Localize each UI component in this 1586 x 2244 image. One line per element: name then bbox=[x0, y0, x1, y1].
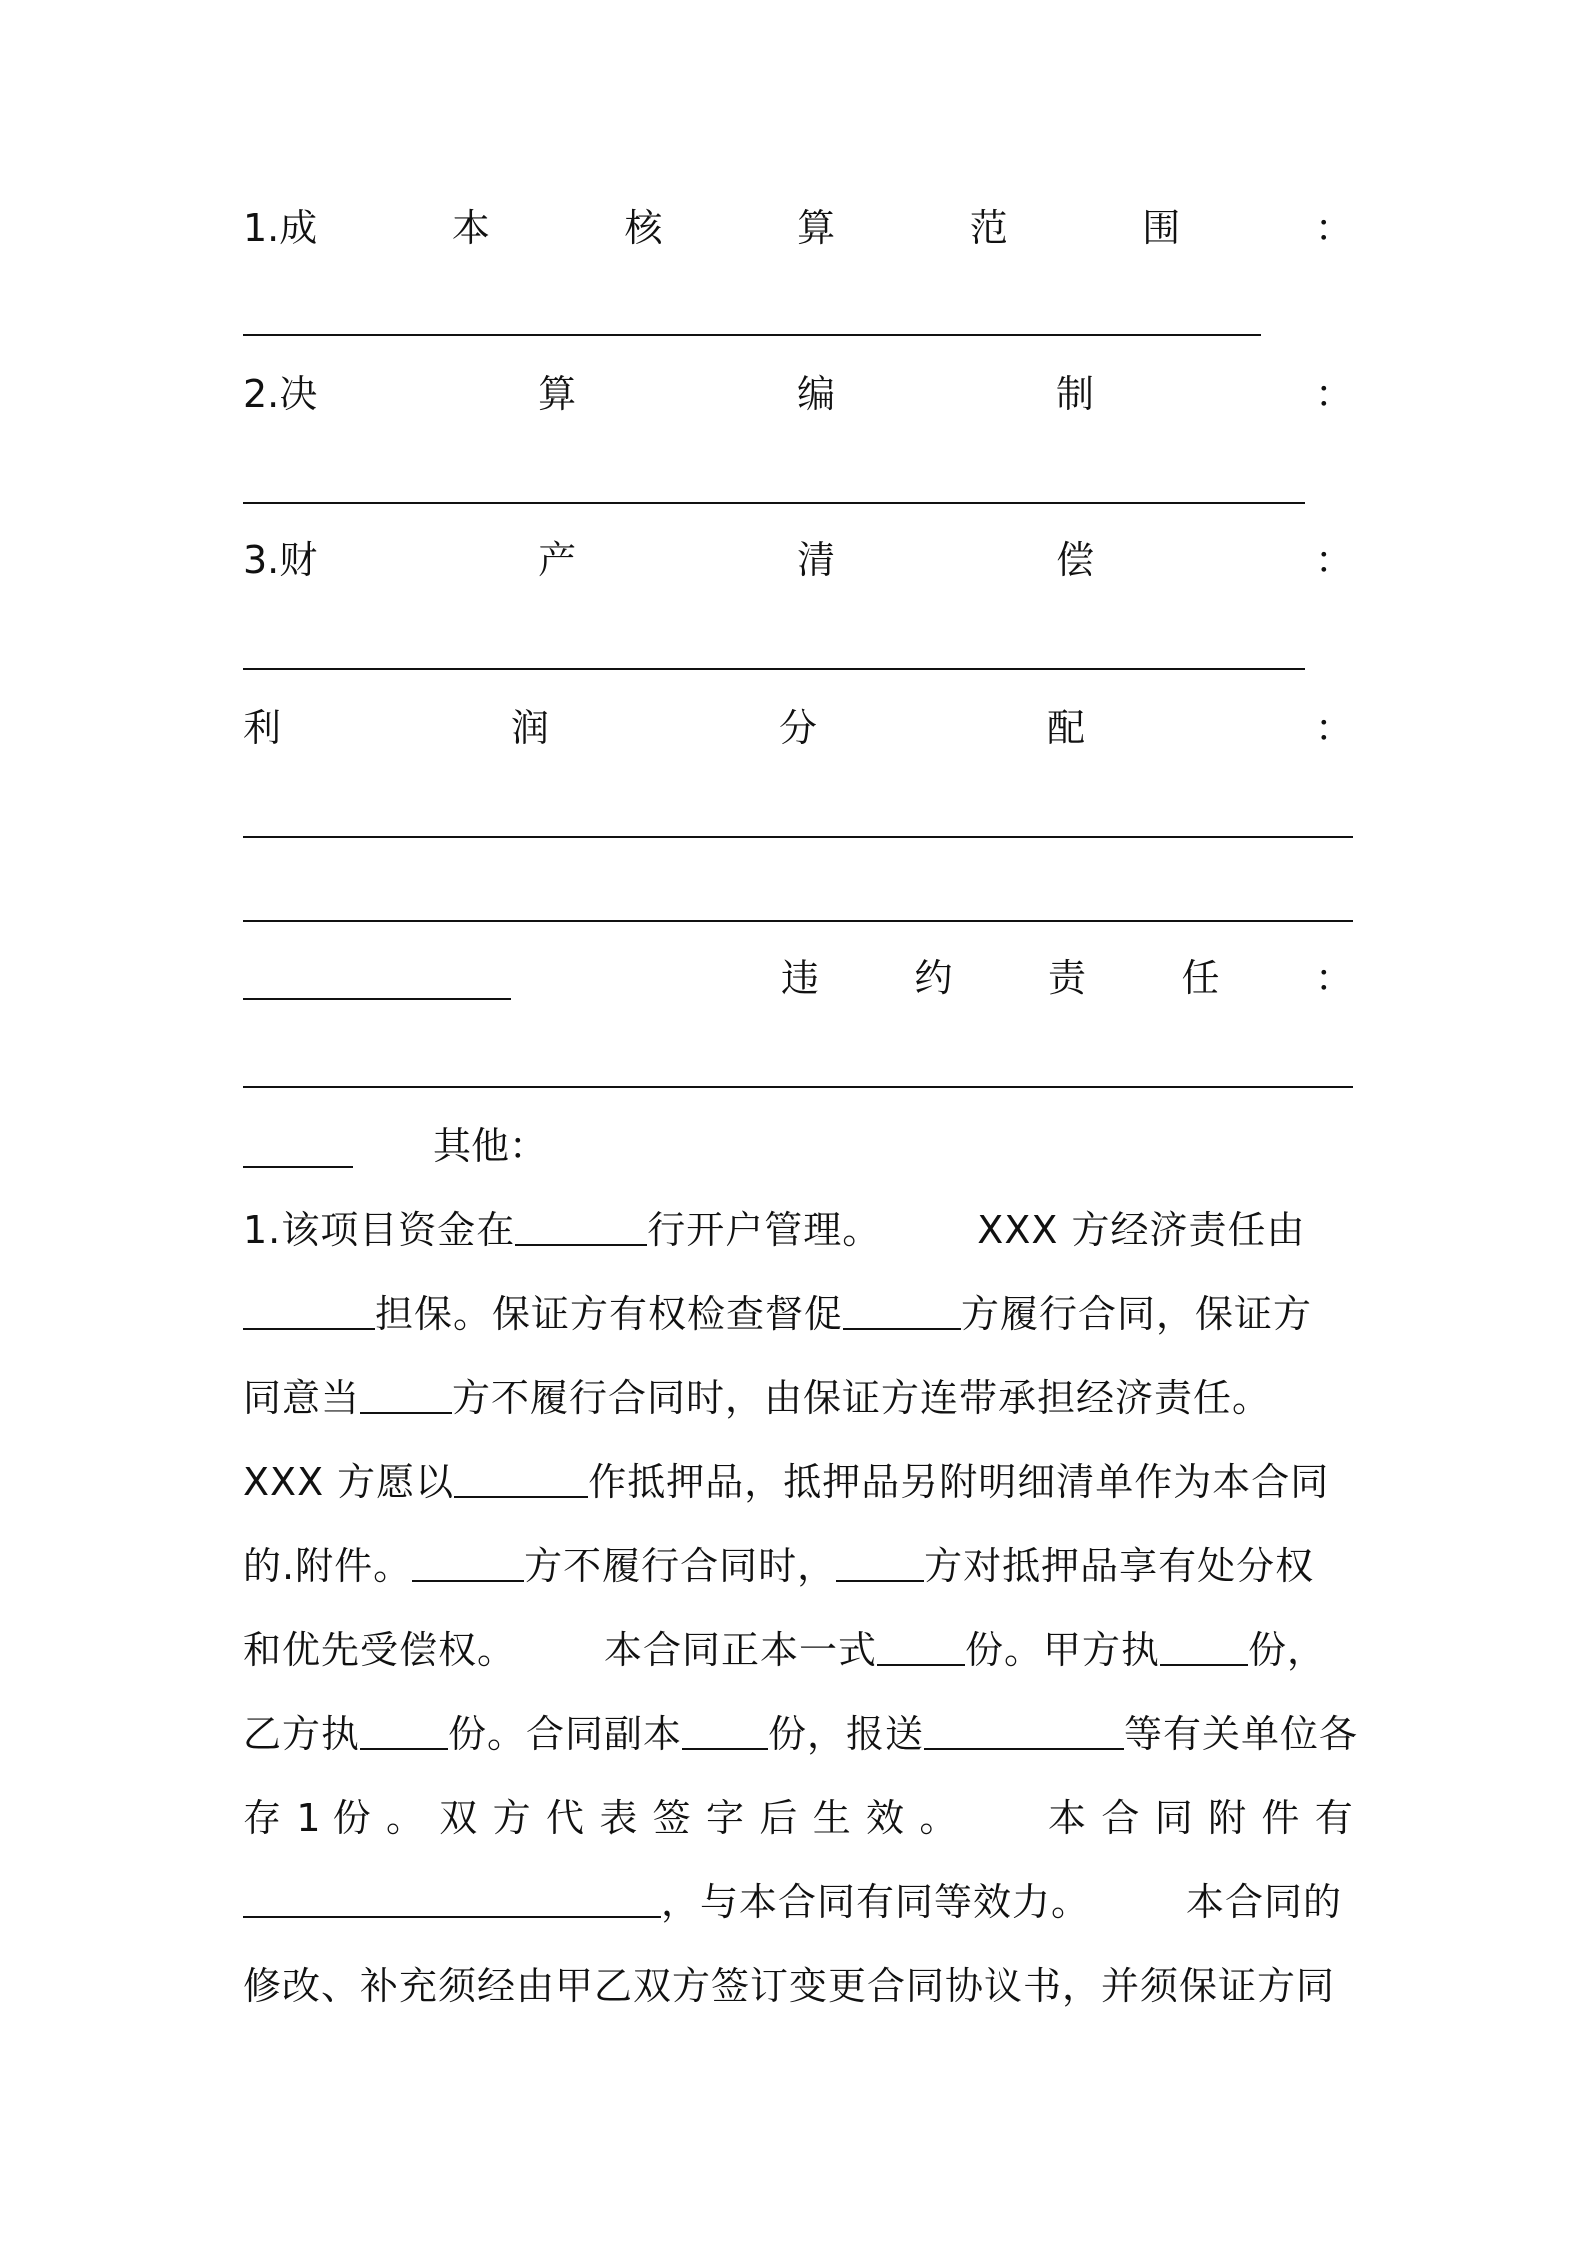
profit-blank-2 bbox=[243, 920, 1353, 922]
heading-char: 本 bbox=[451, 206, 490, 250]
body-text: 份。甲方执 bbox=[965, 1628, 1161, 1672]
other-leading-blank bbox=[243, 1122, 353, 1168]
heading-char: 违 bbox=[781, 956, 820, 1000]
liability-leading-blank bbox=[243, 954, 511, 1000]
body-text: 乙方执 bbox=[243, 1712, 361, 1756]
body-char: 生 bbox=[812, 1796, 851, 1840]
body-line-10 bbox=[243, 1956, 1353, 2016]
body-text: XXX 方经济责任由 bbox=[977, 1208, 1306, 1252]
heading-char: 润 bbox=[510, 706, 549, 750]
body-line-9 bbox=[243, 1872, 1353, 1932]
attachment-blank bbox=[243, 1872, 661, 1918]
body-char: 本 bbox=[1048, 1796, 1087, 1840]
bank-blank bbox=[515, 1200, 647, 1246]
body-char: 存 bbox=[243, 1796, 282, 1840]
body-line-6 bbox=[243, 1620, 1353, 1680]
body-line-8 bbox=[243, 1788, 1353, 1848]
heading-char: 配 bbox=[1046, 706, 1085, 750]
body-text: 和优先受偿权。 bbox=[243, 1628, 517, 1672]
body-text: 本合同正本一式 bbox=[604, 1628, 878, 1672]
settlement-blank bbox=[243, 502, 1305, 504]
other-heading: 其他： bbox=[433, 1124, 548, 1168]
body-text: 份，报送 bbox=[768, 1712, 925, 1756]
body-text: XXX 方愿以 bbox=[243, 1460, 455, 1504]
body-char: 有 bbox=[1314, 1796, 1353, 1840]
liability-blank bbox=[243, 1086, 1353, 1088]
collateral-blank bbox=[454, 1452, 588, 1498]
body-text: 方不履行合同时， bbox=[524, 1544, 837, 1588]
party-blank bbox=[360, 1368, 452, 1414]
heading-char: 算 bbox=[538, 372, 577, 416]
body-char: 同 bbox=[1154, 1796, 1193, 1840]
body-text: ，与本合同有同等效力。 bbox=[661, 1880, 1091, 1924]
heading-char: 清 bbox=[797, 538, 836, 582]
heading-char: 范 bbox=[969, 206, 1008, 250]
body-line-2 bbox=[243, 1284, 1353, 1344]
cost-scope-heading bbox=[243, 198, 1353, 258]
heading-char: ： bbox=[1314, 706, 1353, 750]
liability-row bbox=[243, 948, 1353, 1008]
heading-char: ： bbox=[1314, 206, 1353, 250]
heading-char: 偿 bbox=[1056, 538, 1095, 582]
body-line-5 bbox=[243, 1536, 1353, 1596]
guarantor-blank bbox=[243, 1284, 375, 1330]
body-char: 。 bbox=[919, 1796, 958, 1840]
body-char: 字 bbox=[706, 1796, 745, 1840]
heading-char: 分 bbox=[778, 706, 817, 750]
body-text: 方对抵押品享有处分权 bbox=[924, 1544, 1315, 1588]
profit-blank-1 bbox=[243, 836, 1353, 838]
heading-char: 核 bbox=[624, 206, 663, 250]
body-char: 双 bbox=[439, 1796, 478, 1840]
body-char: 效 bbox=[866, 1796, 905, 1840]
count-blank bbox=[360, 1704, 448, 1750]
body-text: 份， bbox=[1248, 1628, 1327, 1672]
heading-char: 约 bbox=[914, 956, 953, 1000]
count-blank bbox=[1160, 1620, 1248, 1666]
profit-heading bbox=[243, 698, 1353, 758]
property-blank bbox=[243, 668, 1305, 670]
heading-char: 算 bbox=[797, 206, 836, 250]
heading-char: 1.成 bbox=[243, 206, 318, 250]
heading-char: 产 bbox=[538, 538, 577, 582]
heading-char: ： bbox=[1314, 956, 1353, 1000]
cost-scope-blank bbox=[243, 334, 1261, 336]
body-text: 本合同的 bbox=[1186, 1880, 1343, 1924]
body-char: 签 bbox=[652, 1796, 691, 1840]
body-text: 担保。保证方有权检查督促 bbox=[375, 1292, 844, 1336]
property-heading bbox=[243, 530, 1353, 590]
heading-char: 2.决 bbox=[243, 372, 318, 416]
body-text: 修改、补充须经由甲乙双方签订变更合同协议书，并须保证方同 bbox=[243, 1964, 1336, 2008]
body-text: 的.附件。 bbox=[243, 1544, 413, 1588]
heading-char: 责 bbox=[1047, 956, 1086, 1000]
body-text: 作抵押品，抵押品另附明细清单作为本合同 bbox=[588, 1460, 1330, 1504]
body-text: 行开户管理。 bbox=[647, 1208, 882, 1252]
heading-char: 围 bbox=[1142, 206, 1181, 250]
body-line-1 bbox=[243, 1200, 1353, 1260]
heading-char: 制 bbox=[1056, 372, 1095, 416]
body-text: 1.该项目资金在 bbox=[243, 1208, 516, 1252]
body-line-3 bbox=[243, 1368, 1353, 1428]
recipient-blank bbox=[924, 1704, 1124, 1750]
heading-char: 任 bbox=[1181, 956, 1220, 1000]
body-char: 表 bbox=[599, 1796, 638, 1840]
heading-char: ： bbox=[1314, 538, 1353, 582]
heading-char: ： bbox=[1314, 372, 1353, 416]
body-char: 合 bbox=[1101, 1796, 1140, 1840]
body-char: 1 份 bbox=[296, 1796, 371, 1840]
body-char: 后 bbox=[759, 1796, 798, 1840]
party-blank bbox=[412, 1536, 524, 1582]
body-char: 代 bbox=[545, 1796, 584, 1840]
body-text: 份。合同副本 bbox=[448, 1712, 683, 1756]
party-blank bbox=[843, 1284, 961, 1330]
body-text: 方不履行合同时，由保证方连带承担经济责任。 bbox=[452, 1376, 1272, 1420]
body-char: 件 bbox=[1261, 1796, 1300, 1840]
liability-heading bbox=[781, 948, 1353, 1008]
body-text: 方履行合同，保证方 bbox=[961, 1292, 1313, 1336]
body-char: 。 bbox=[385, 1796, 424, 1840]
count-blank bbox=[877, 1620, 965, 1666]
heading-char: 3.财 bbox=[243, 538, 318, 582]
heading-char: 编 bbox=[797, 372, 836, 416]
settlement-heading bbox=[243, 364, 1353, 424]
body-text: 同意当 bbox=[243, 1376, 361, 1420]
heading-char: 利 bbox=[243, 706, 282, 750]
other-row bbox=[243, 1116, 1353, 1176]
body-line-7 bbox=[243, 1704, 1359, 1764]
count-blank bbox=[682, 1704, 768, 1750]
body-char: 方 bbox=[492, 1796, 531, 1840]
party-blank bbox=[836, 1536, 924, 1582]
body-text: 等有关单位各 bbox=[1124, 1712, 1359, 1756]
body-line-4 bbox=[243, 1452, 1353, 1512]
body-char: 附 bbox=[1208, 1796, 1247, 1840]
